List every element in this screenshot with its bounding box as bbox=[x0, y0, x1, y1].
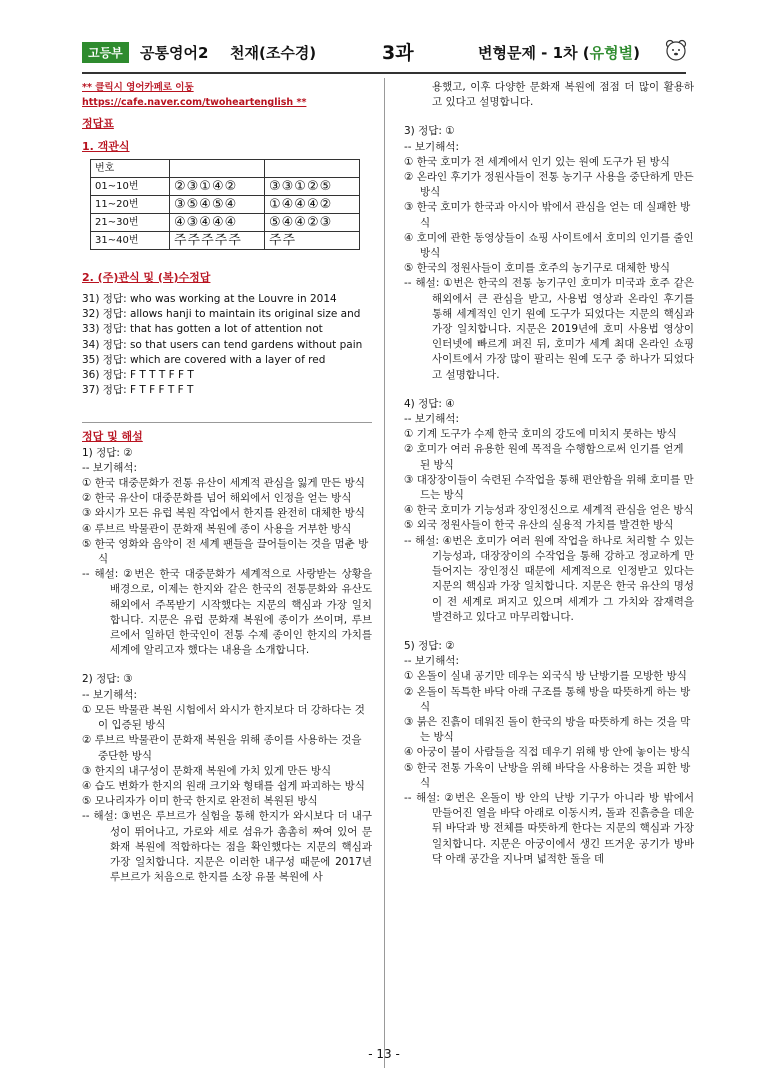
option-item: ① 모든 박물관 복원 시험에서 와시가 한지보다 더 강하다는 것이 입증된 방식 bbox=[82, 703, 365, 732]
answer-line: 4) 정답: ④ bbox=[404, 397, 455, 410]
explanation: -- 해설: ④번은 호미가 여러 원예 작업을 하나로 처리할 수 있는 기능성과, 대장장이의 수작업을 통해 강하고 정교하게 만들어지는 장인정신 때문에 세계적으로 인정받고 있다는 지문의 핵심과 가장 일치합니다. 지문은 한국 유산의 명성이 전 세계로 퍼지고 있으며 세계가 그 가치와 잠재력을 발견하고 있다고 마무리합니다. bbox=[404, 534, 694, 623]
answer-line: 5) 정답: ② bbox=[404, 639, 455, 652]
table-cell: ③③①②⑤ bbox=[265, 177, 360, 195]
option-item: ③ 한국 호미가 한국과 아시아 밖에서 관심을 얻는 데 실패한 방식 bbox=[404, 201, 691, 229]
answer-line: 3) 정답: ① bbox=[404, 125, 455, 138]
table-row bbox=[91, 177, 360, 195]
option-item: ① 온돌이 실내 공기만 데우는 외국식 방 난방기를 모방한 방식 bbox=[404, 670, 687, 683]
table-cell: ②③①④② bbox=[170, 177, 265, 195]
bear-mascot-icon bbox=[664, 38, 688, 62]
subjective-answer: 33) 정답: that has gotten a lot of attention not bbox=[82, 323, 323, 336]
lesson-title: 3과 bbox=[382, 42, 414, 64]
table-row bbox=[91, 195, 360, 213]
page-header bbox=[82, 38, 686, 68]
explain-section-title: 정답 및 해설 bbox=[82, 430, 143, 444]
explanation: -- 해설: ②번은 온돌이 방 안의 난방 기구가 아니라 방 밖에서 만들어진 열을 바닥 아래로 이동시켜, 돌과 진흙층을 데운 뒤 바닥과 방 전체를 따뜻하게 한다는 지문의 핵심과 가장 일치합니다. 지문은 아궁이에서 생긴 뜨거운 공기가 방바닥 아래 공간을 지나며 넓적한 돌을 데 bbox=[404, 791, 694, 865]
option-item: ③ 한지의 내구성이 문화재 복원에 가치 있게 만든 방식 bbox=[82, 764, 332, 777]
subjective-answer: 34) 정답: so that users can tend gardens without pain bbox=[82, 338, 363, 351]
worksheet-type: 변형문제 - 1차 (유형별) bbox=[478, 44, 640, 62]
subject-title: 공통영어2 bbox=[140, 44, 209, 62]
left-column bbox=[82, 80, 372, 885]
option-item: ④ 습도 변화가 한지의 원래 크기와 형태를 쉽게 파괴하는 방식 bbox=[82, 779, 365, 792]
option-item: ④ 루브르 박물관이 문화재 복원에 종이 사용을 거부한 방식 bbox=[82, 522, 352, 535]
page-number: - 13 - bbox=[368, 1047, 400, 1061]
option-item: ① 기계 도구가 수제 한국 호미의 강도에 미치지 못하는 방식 bbox=[404, 428, 677, 441]
table-cell: ⑤④④②③ bbox=[265, 213, 360, 231]
option-item: ② 온돌이 독특한 바닥 아래 구조를 통해 방을 따뜻하게 하는 방식 bbox=[404, 685, 691, 713]
publisher-title: 천재(조수경) bbox=[230, 44, 317, 62]
subjective-answer: 37) 정답: F T F F T F T bbox=[82, 384, 194, 397]
option-item: ② 한국 유산이 대중문화를 넘어 해외에서 인정을 얻는 방식 bbox=[82, 492, 352, 505]
table-row bbox=[91, 231, 360, 249]
subjective-section-title: 2. (주)관식 및 (복)수정답 bbox=[82, 270, 211, 284]
cafe-link[interactable]: ** 클릭시 영어카페로 이동 https://cafe.naver.com/twoheartenglish ** bbox=[82, 82, 307, 109]
explanation-continued: 용했고, 이후 다양한 문화재 복원에 점점 더 많이 활용하고 있다고 설명합니다. bbox=[432, 81, 694, 109]
option-item: ① 한국 대중문화가 전통 유산이 세계적 관심을 잃게 만든 방식 bbox=[82, 477, 365, 490]
explanation: -- 해설: ②번은 한국 대중문화가 세계적으로 사랑받는 상황을 배경으로, 이제는 한지와 같은 한국의 전통문화와 유산도 해외에서 주목받기 시작했다는 지문의 핵심과 가장 일치합니다. 지문은 유럽 문화재 복원에 종이가 쓰이며, 루브르에서 일하던 한국인이 전통 수제 종이인 한지의 가치를 세계에 알리고자 했다는 내용을 소개합니다. bbox=[82, 568, 372, 657]
option-item: ④ 아궁이 불이 사람들을 직접 데우기 위해 방 안에 놓이는 방식 bbox=[404, 746, 691, 759]
answer-table-title: 정답표 bbox=[82, 117, 114, 131]
subjective-answer: 31) 정답: who was working at the Louvre in 2014 bbox=[82, 293, 337, 306]
table-row bbox=[91, 159, 360, 177]
table-cell: ①④④④② bbox=[265, 195, 360, 213]
option-item: ① 한국 호미가 전 세계에서 인기 있는 원예 도구가 된 방식 bbox=[404, 155, 670, 168]
options-label: -- 보기해석: bbox=[404, 140, 460, 153]
subjective-answer: 36) 정답: F T T T F F T bbox=[82, 369, 194, 382]
right-column bbox=[404, 80, 694, 867]
table-cell: 주주주주주 bbox=[170, 231, 265, 249]
option-item: ② 호미가 여러 유용한 원예 목적을 수행함으로써 인기를 얻게 된 방식 bbox=[404, 443, 684, 471]
explanation: -- 해설: ①번은 한국의 전통 농기구인 호미가 미국과 호주 같은 해외에서 큰 관심을 받고, 사용법 영상과 온라인 후기를 통해 세계적인 인기 원예 도구가 되었다는 지문의 핵심과 가장 일치합니다. 지문은 2019년에 호미 사용법 영상이 인터넷에 빠르게 퍼진 뒤, 호미가 세계 최대 온라인 쇼핑 사이트에서 가장 많이 팔리는 원예 도구 중 하나가 되었다고 설명합니다. bbox=[404, 277, 694, 381]
option-item: ⑤ 한국 영화와 음악이 전 세계 팬들을 끌어들이는 것을 멈춘 방식 bbox=[82, 537, 369, 566]
table-cell bbox=[265, 159, 360, 177]
level-badge: 고등부 bbox=[82, 42, 129, 63]
table-cell bbox=[170, 159, 265, 177]
column-divider bbox=[384, 78, 385, 1068]
table-cell: 번호 bbox=[91, 159, 170, 177]
option-item: ⑤ 외국 정원사들이 한국 유산의 실용적 가치를 발견한 방식 bbox=[404, 519, 674, 532]
table-cell: ④③④④④ bbox=[170, 213, 265, 231]
explanation: -- 해설: ③번은 루브르가 실험을 통해 한지가 와시보다 더 내구성이 뛰어나고, 가로와 세로 섬유가 촘촘히 짜여 있어 문화재 복원에 적합하다는 점을 확인했다는 지문의 핵심과 가장 일치합니다. 지문은 이러한 내구성 때문에 2017년 루브르가 처음으로 한지를 소장 유물 복원에 사 bbox=[82, 810, 372, 884]
option-item: ⑤ 모나리자가 이미 한국 한지로 완전히 복원된 방식 bbox=[82, 795, 318, 808]
table-cell: 21~30번 bbox=[91, 213, 170, 231]
option-item: ② 온라인 후기가 정원사들이 전통 농기구 사용을 중단하게 만든 방식 bbox=[404, 171, 694, 199]
option-item: ④ 한국 호미가 기능성과 장인정신으로 세계적 관심을 얻은 방식 bbox=[404, 504, 694, 517]
subjective-answer: 32) 정답: allows hanji to maintain its original size and bbox=[82, 308, 361, 321]
table-cell: 01~10번 bbox=[91, 177, 170, 195]
table-cell: 31~40번 bbox=[91, 231, 170, 249]
option-item: ③ 와시가 모든 유럽 복원 작업에서 한지를 완전히 대체한 방식 bbox=[82, 507, 365, 520]
answer-table bbox=[90, 159, 360, 250]
table-cell: ③⑤④⑤④ bbox=[170, 195, 265, 213]
option-item: ③ 붉은 진흙이 데워진 돌이 한국의 방을 따뜻하게 하는 것을 막는 방식 bbox=[404, 715, 691, 744]
option-item: ⑤ 한국의 정원사들이 호미를 호주의 농기구로 대체한 방식 bbox=[404, 262, 671, 275]
header-divider bbox=[82, 72, 686, 74]
options-label: -- 보기해석: bbox=[404, 413, 460, 426]
section-divider bbox=[82, 422, 372, 423]
option-item: ⑤ 한국 전통 가옥이 난방을 위해 바닥을 사용하는 것을 피한 방식 bbox=[404, 761, 691, 789]
options-label: -- 보기해석: bbox=[82, 461, 138, 474]
table-cell: 주주 bbox=[265, 231, 360, 249]
option-item: ② 루브르 박물관이 문화재 복원을 위해 종이를 사용하는 것을 중단한 방식 bbox=[82, 734, 362, 762]
table-cell: 11~20번 bbox=[91, 195, 170, 213]
mc-section-title: 1. 객관식 bbox=[82, 139, 130, 153]
table-row bbox=[91, 213, 360, 231]
subjective-answer: 35) 정답: which are covered with a layer of red bbox=[82, 353, 326, 366]
options-label: -- 보기해석: bbox=[82, 688, 138, 701]
options-label: -- 보기해석: bbox=[404, 655, 460, 668]
option-item: ③ 대장장이들이 숙련된 수작업을 통해 편안함을 위해 호미를 만드는 방식 bbox=[404, 473, 694, 502]
answer-line: 1) 정답: ② bbox=[82, 446, 133, 459]
option-item: ④ 호미에 관한 동영상들이 쇼핑 사이트에서 호미의 인기를 줄인 방식 bbox=[404, 231, 694, 260]
answer-line: 2) 정답: ③ bbox=[82, 673, 133, 686]
